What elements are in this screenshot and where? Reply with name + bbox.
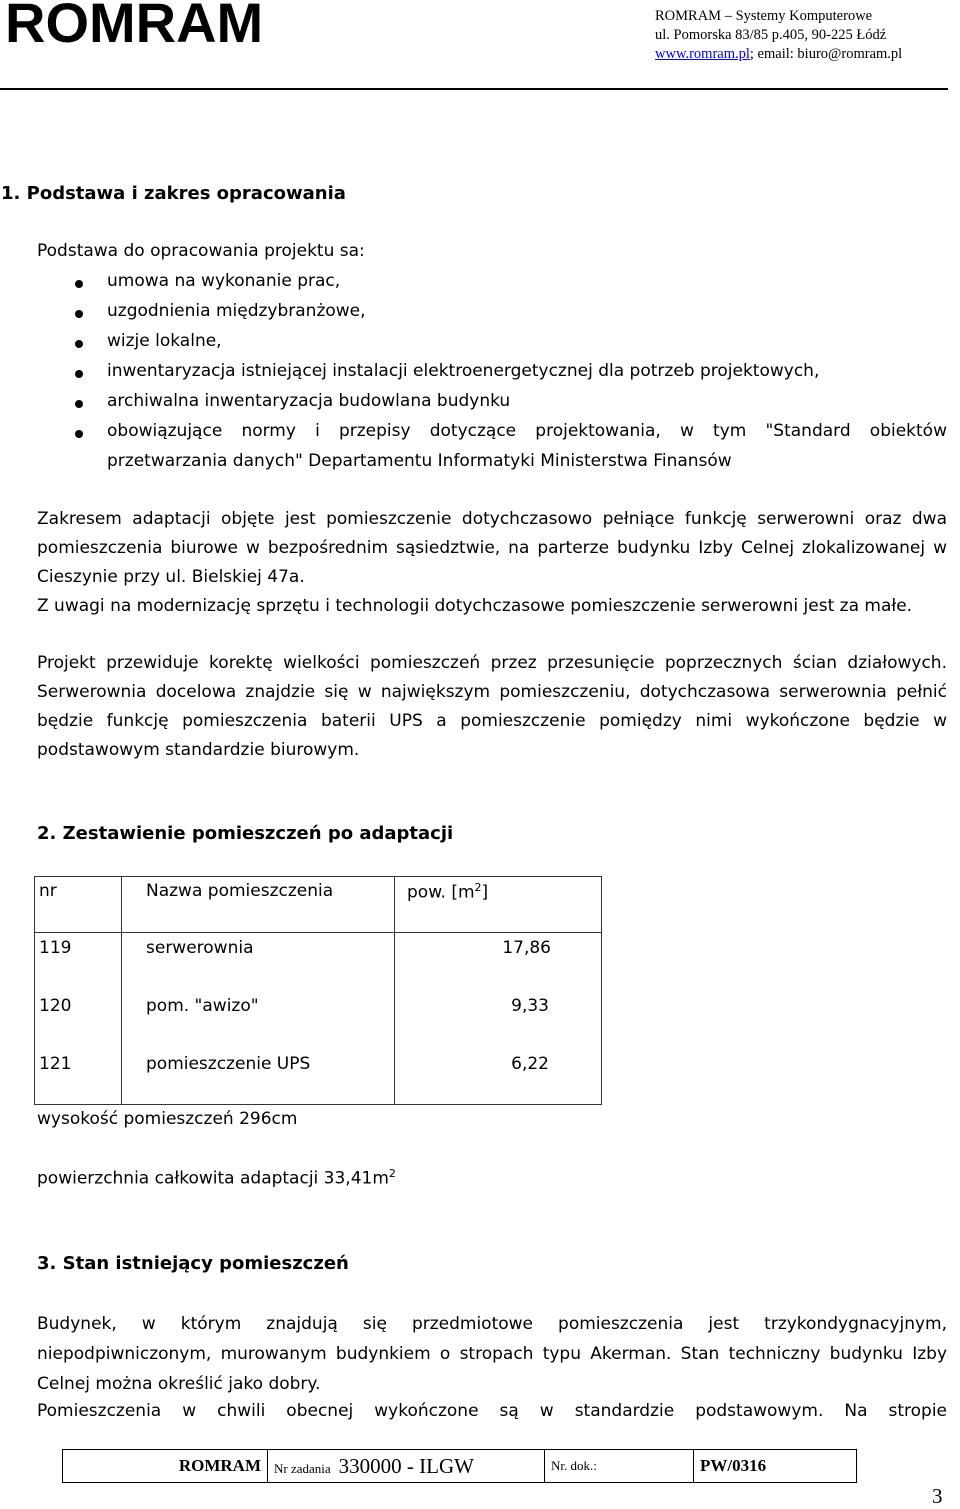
list-item: wizje lokalne, <box>107 331 222 351</box>
section-1-intro: Podstawa do opracowania projektu sa: <box>37 241 365 261</box>
footer-task: Nr zadania 330000 - ILGW <box>268 1450 545 1483</box>
rooms-table <box>34 876 602 1105</box>
header-nr: nr <box>35 877 122 933</box>
bullet-icon <box>75 340 83 348</box>
footer-doc-number: PW/0316 <box>694 1450 857 1483</box>
list-item-continuation: przetwarzania danych" Departamentu Informatyki Ministerstwa Finansów <box>107 451 732 471</box>
footer-doc-label: Nr. dok.: <box>545 1450 694 1483</box>
email-text: ; email: biuro@romram.pl <box>749 46 903 62</box>
bullet-icon <box>75 280 83 288</box>
section-1-title: 1. Podstawa i zakres opracowania <box>1 183 346 204</box>
cell-name: pomieszczenie UPS <box>122 1049 395 1105</box>
bullet-icon <box>75 400 83 408</box>
height-note: wysokość pomieszczeń 296cm <box>37 1109 298 1129</box>
list-item: archiwalna inwentaryzacja budowlana budynku <box>107 391 511 411</box>
section-2-title: 2. Zestawienie pomieszczeń po adaptacji <box>37 823 454 844</box>
header-name: Nazwa pomieszczenia <box>122 877 395 933</box>
modernization-paragraph: Z uwagi na modernizację sprzętu i technologii dotychczasowe pomieszczenie serwerowni jest za małe. <box>37 596 913 616</box>
cell-name: serwerownia <box>122 933 395 991</box>
page-number: 3 <box>932 1484 943 1508</box>
table-row <box>35 933 602 991</box>
bullet-icon <box>75 310 83 318</box>
company-address: ul. Pomorska 83/85 p.405, 90-225 Łódź <box>655 27 887 43</box>
footer-company: ROMRAM <box>63 1450 268 1483</box>
table-row <box>35 1049 602 1105</box>
cell-area: 6,22 <box>395 1049 602 1105</box>
cell-nr: 119 <box>35 933 122 991</box>
website-link[interactable]: www.romram.pl <box>655 46 750 62</box>
bullet-icon <box>75 430 83 438</box>
table-header-row <box>35 877 602 933</box>
company-name: ROMRAM – Systemy Komputerowe <box>655 8 873 24</box>
company-logo: ROMRAM <box>5 0 264 54</box>
list-item: umowa na wykonanie prac, <box>107 271 341 291</box>
building-paragraph: Budynek, w którym znajdują się przedmiotowe pomieszczenia jest trzykondygnacyjnym, niepodpiwniczonym, murowanym budynkiem o stropach typu Akerman. Stan techniczny budynku Izby Celnej można określić jako dobry. <box>37 1314 947 1394</box>
finish-paragraph: Pomieszczenia w chwili obecnej wykończone są w standardzie podstawowym. Na stropie <box>37 1401 947 1421</box>
table-row <box>35 991 602 1049</box>
cell-nr: 120 <box>35 991 122 1049</box>
company-info <box>655 7 902 64</box>
cell-name: pom. "awizo" <box>122 991 395 1049</box>
header-area: pow. $[m^2]$ <box>395 877 602 933</box>
cell-area: 17,86 <box>395 933 602 991</box>
list-item: uzgodnienia międzybranżowe, <box>107 301 366 321</box>
cell-nr: 121 <box>35 1049 122 1105</box>
bullet-icon <box>75 370 83 378</box>
company-contact <box>655 45 902 64</box>
project-paragraph: Projekt przewiduje korektę wielkości pomieszczeń przez przesunięcie poprzecznych ścian działowych. Serwerownia docelowa znajdzie się w największym pomieszczeniu, dotychczasowa serwerownia pełnić będzie funkcję pomieszczenia baterii UPS a pomieszczenie pomiędzy nimi wykończone będzie w podstawowym standardzie biurowym. <box>37 653 947 760</box>
list-item: inwentaryzacja istniejącej instalacji elektroenergetycznej dla potrzeb projektowych, <box>107 361 820 381</box>
section-3-title: 3. Stan istniejący pomieszczeń <box>37 1253 349 1274</box>
footer-table <box>62 1449 857 1483</box>
header-divider <box>0 88 948 90</box>
cell-area: 9,33 <box>395 991 602 1049</box>
area-note: powierzchnia całkowita adaptacji $33,41m^2$ <box>37 1167 396 1189</box>
list-item: obowiązujące normy i przepisy dotyczące projektowania, w tym "Standard obiektów <box>107 421 947 441</box>
scope-paragraph: Zakresem adaptacji objęte jest pomieszczenie dotychczasowo pełniące funkcję serwerowni oraz dwa pomieszczenia biurowe w bezpośrednim sąsiedztwie, na parterze budynku Izby Celnej zlokalizowanej w Cieszynie przy ul. Bielskiej 47a. <box>37 509 947 587</box>
